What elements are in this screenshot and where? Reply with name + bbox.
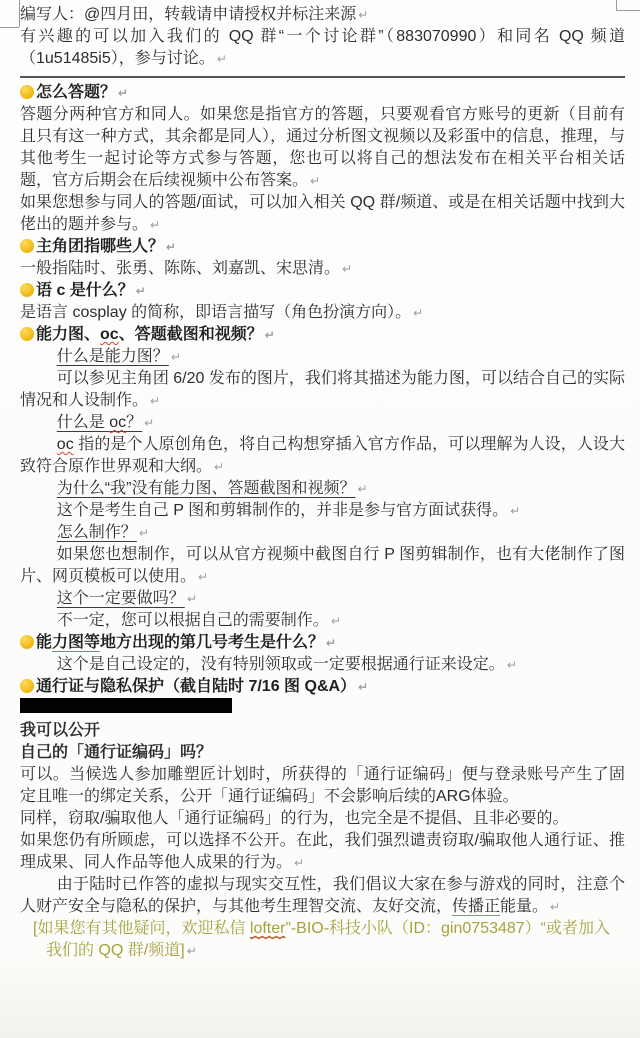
paragraph-mark: ↵	[357, 482, 368, 496]
bullet-icon	[20, 283, 34, 297]
byline-text: 编写人：@四月田，转载请申请授权并标注来源	[20, 6, 357, 23]
paragraph-mark: ↵	[214, 460, 225, 474]
faq-q4-sub2-question	[57, 412, 625, 434]
faq-q4-sub2-answer	[20, 434, 625, 478]
paragraph-mark: ↵	[144, 416, 155, 430]
crop-mark-top-left	[0, 27, 19, 28]
faq-q5-answer	[20, 654, 625, 676]
qa-box-answer-1: 可以。当候选人参加雕塑匠计划时，所获得的「通行证编码」便与登录账号产生了固定且唯一的绑定关系，公开「通行证编码」不会影响后续的ARG体验。	[20, 766, 625, 805]
faq-q4-sub5-answer-text: 不一定，您可以根据自己的需要制作。	[56, 612, 329, 629]
qa-box-question-line1: 我可以公开	[20, 722, 101, 739]
faq-q1-answer-1	[20, 104, 625, 192]
paragraph-mark: ↵	[310, 174, 321, 188]
qq-invite-text: 有兴趣的可以加入我们的 QQ 群“一个讨论群”（883070990）和同名 QQ 频道（1u51485i5），参与讨论。	[20, 28, 625, 67]
spellcheck-word: oc	[109, 414, 127, 431]
faq-q5-title-pre: 能	[36, 634, 53, 651]
paragraph-mark: ↵	[506, 658, 517, 672]
paragraph-mark: ↵	[358, 680, 369, 694]
faq-q4-sub3-question	[57, 478, 625, 500]
faq-q1-answer-1-text: 答题分两种官方和同人。如果您是指官方的答题，只要观看官方账号的更新（目前有且只有这一种方式，其余都是同人），通过分析图文视频以及彩蛋中的信息，推理，与其他考生一起讨论等方式参与答题，您也可以将自己的想法发布在相关平台相关话题，官方后期会在后续视频中公布答案。	[20, 106, 625, 189]
qa-box-question-line2: 自己的「通行证编码」吗？	[20, 744, 213, 761]
faq-q4-sub2-question-text	[57, 414, 142, 431]
bullet-icon	[20, 635, 34, 649]
paragraph-mark: ↵	[294, 856, 305, 870]
grammar-check-word: 力图等	[52, 634, 101, 651]
bullet-icon	[20, 239, 34, 253]
bullet-icon	[20, 327, 34, 341]
faq-q4-sub1-answer-text: 可以参见主角团 6/20 发布的图片，我们将其描述为能力图，可以结合自己的实际情况和人设制作。	[20, 370, 625, 409]
faq-q4-sub4-answer-text: 如果您也想制作，可以从官方视频中截图自行 P 图剪辑制作，也有大佬制作了图片、网页模板可以使用。	[20, 546, 625, 585]
faq-q2-heading	[20, 236, 625, 258]
footer-note-post: ”-BIO-科技小队（ID：gin0753487）“或者加入我们的 QQ 群/频道]	[46, 920, 611, 959]
bullet-icon	[20, 679, 34, 693]
footer-note-pre: [如果您有其他疑问，欢迎私信	[33, 920, 250, 937]
faq-q3-title: 语 c 是什么？	[36, 282, 134, 299]
faq-q4-title-post: 、答题截图和视频？	[118, 326, 263, 343]
paragraph-mark: ↵	[342, 262, 353, 276]
paragraph-mark: ↵	[166, 240, 177, 254]
faq-q4-sub3-answer-text: 这个是考生自己 P 图和剪辑制作的，并非是参与官方面试获得。	[56, 502, 509, 519]
qa-box-answer-2: 同样，窃取/骗取他人「通行证编码」的行为，也完全是不提倡、且非必要的。	[20, 810, 569, 827]
faq-q1-answer-2-text: 如果您想参与同人的答题/面试，可以加入相关 QQ 群/频道、或是在相关话题中找到大佬出的题并参与。	[20, 194, 625, 233]
paragraph-mark: ↵	[186, 592, 197, 606]
paragraph-mark: ↵	[358, 8, 369, 22]
qq-invite	[20, 26, 625, 70]
faq-q2-answer-text: 一般指陆时、张勇、陈陈、刘嘉凯、宋思清。	[20, 260, 341, 277]
faq-q4-sub1-answer	[20, 368, 625, 412]
faq-q6-heading	[20, 676, 625, 698]
spellcheck-word: oc	[56, 436, 74, 453]
underlined-phrase: 传播正	[452, 898, 501, 915]
paragraph-mark: ↵	[550, 900, 561, 914]
qa-screenshot-box	[20, 698, 232, 713]
paragraph-mark: ↵	[198, 570, 209, 584]
faq-q6-title-note: （截自陆时 7/16 图 Q&A）	[164, 678, 357, 695]
footer-contact-note	[20, 918, 625, 962]
paragraph-mark: ↵	[138, 526, 149, 540]
paragraph-mark: ↵	[216, 52, 227, 66]
faq-q4-heading	[20, 324, 625, 346]
faq-q4-sub2-q-pre: 什么是	[56, 414, 110, 431]
paragraph-mark: ↵	[186, 944, 197, 958]
faq-q5-answer-text: 这个是自己设定的，没有特别领取或一定要根据通行证来设定。	[56, 656, 505, 673]
faq-q4-sub4-question	[57, 522, 625, 544]
faq-q3-answer	[20, 302, 625, 324]
crop-mark-top-left	[19, 0, 20, 27]
faq-q5-title-post: 地方出现的第几号考生是什么？	[100, 634, 325, 651]
faq-q5-heading	[20, 632, 625, 654]
faq-q4-sub4-answer	[20, 544, 625, 588]
faq-q2-answer	[20, 258, 625, 280]
privacy-advice	[20, 874, 625, 918]
paragraph-mark: ↵	[510, 504, 521, 518]
faq-q4-sub5-question	[57, 588, 625, 610]
faq-q4-sub5-answer	[20, 610, 625, 632]
bullet-icon	[20, 85, 34, 99]
faq-q4-sub3-question-text: 为什么“我”没有能力图、答题截图和视频？	[56, 480, 356, 497]
faq-q1-answer-2	[20, 192, 625, 236]
faq-q3-heading	[20, 280, 625, 302]
paragraph-mark: ↵	[150, 394, 161, 408]
paragraph-mark: ↵	[326, 636, 337, 650]
faq-q4-sub2-answer-text: 指的是个人原创角色，将自己构想穿插入官方作品，可以理解为人设，人设大致符合原作世界观和大纲。	[20, 436, 625, 475]
paragraph-mark: ↵	[413, 306, 424, 320]
spellcheck-word: lofter	[249, 920, 286, 937]
paragraph-mark: ↵	[330, 614, 341, 628]
section-separator	[20, 76, 625, 78]
paragraph-mark: ↵	[118, 86, 129, 100]
privacy-flow	[20, 698, 625, 720]
faq-q1-title: 怎么答题？	[36, 84, 117, 101]
faq-q4-title-pre: 能力图、	[36, 326, 101, 343]
faq-q4-sub4-question-text: 怎么制作？	[56, 524, 137, 541]
faq-q4-sub5-question-text: 这个一定要做吗？	[56, 590, 185, 607]
faq-q4-sub1-question-text: 什么是能力图？	[56, 348, 169, 365]
privacy-advice-pre: 由于陆时已作答的虚拟与现实交互性，我们倡议大家在参与游戏的同时，注意个人财产安全与隐私的保护，与其他考生理智交流、友好交流，	[20, 876, 625, 915]
faq-q6-title: 通行证与隐私保护	[36, 678, 165, 695]
paragraph-mark: ↵	[264, 328, 275, 342]
paragraph-mark: ↵	[170, 350, 181, 364]
faq-q3-answer-text: 是语言 cosplay 的简称，即语言描写（角色扮演方向）。	[20, 304, 412, 321]
spellcheck-word: oc	[100, 326, 119, 343]
crop-mark-top-right	[616, 10, 640, 11]
paragraph-mark: ↵	[150, 218, 161, 232]
faq-q1-heading	[20, 82, 625, 104]
paragraph-mark: ↵	[135, 284, 146, 298]
crop-mark-top-right	[616, 0, 617, 10]
privacy-after-box-text: 如果您仍有所顾虑，可以选择不公开。在此，我们强烈谴责窃取/骗取他人通行证、推理成果、同人作品等他人成果的行为。	[20, 832, 625, 871]
byline	[20, 4, 625, 26]
faq-q4-sub3-answer	[20, 500, 625, 522]
faq-q2-title: 主角团指哪些人？	[36, 238, 165, 255]
privacy-advice-post: 能量。	[500, 898, 549, 915]
faq-q4-sub1-question	[57, 346, 625, 368]
faq-q4-sub2-q-post: ？	[126, 414, 143, 431]
